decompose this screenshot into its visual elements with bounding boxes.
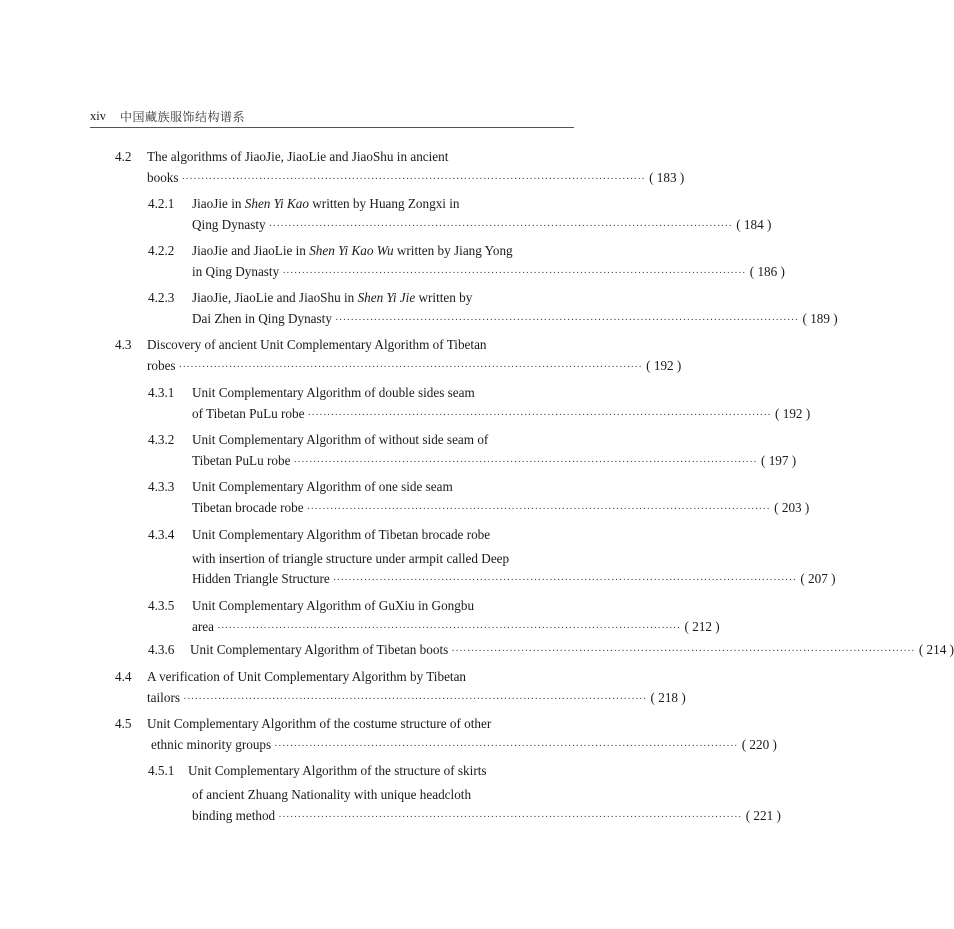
entry-page-number: ( 186 ) [749,264,785,279]
entry-page-number: ( 214 ) [918,642,954,657]
entry-page-number: ( 221 ) [745,808,781,823]
dot-leader: ························································································································ [332,574,797,586]
title-italic: Shen Yi Kao Wu [309,243,394,258]
title-text: JiaoJie, JiaoLie and JiaoShu in [192,290,358,305]
entry-number: 4.3.3 [148,479,175,494]
entry-leader-line [192,570,836,588]
entry-leader-line [151,736,777,754]
entry-leader-line [190,641,954,659]
entry-title-line1 [192,195,460,213]
entry-title-last-line: of Tibetan PuLu robe [192,406,305,421]
entry-page-number: ( 192 ) [775,406,811,421]
entry-number: 4.3 [115,337,132,352]
entry-page-number: ( 218 ) [650,690,686,705]
entry-title-last-line: books [147,170,179,185]
entry-title-line2: with insertion of triangle structure under armpit called Deep [192,551,510,566]
entry-leader-line [192,216,772,234]
dot-leader: ························································································································ [334,314,799,326]
dot-leader: ························································································································ [181,173,646,185]
entry-leader-line [192,618,720,636]
entry-leader-line [147,357,682,375]
entry-leader-line [192,807,781,825]
entry-leader-line [192,499,810,517]
entry-title-last-line: area [192,619,214,634]
entry-number: 4.5.1 [148,763,175,778]
dot-leader: ························································································································ [278,811,742,823]
entry-title-line1: Unit Complementary Algorithm of without side seam of [192,432,489,447]
dot-leader: ························································································································ [268,220,733,232]
title-text: written by Huang Zongxi in [308,196,460,211]
entry-page-number: ( 220 ) [741,737,777,752]
entry-page-number: ( 183 ) [649,170,685,185]
dot-leader: ························································································································ [293,456,757,468]
entry-leader-line [192,405,811,423]
dot-leader: ························································································································ [451,645,915,657]
entry-title-last-line: Tibetan brocade robe [192,500,304,515]
entry-title-line1 [192,242,513,260]
entry-page-number: ( 203 ) [774,500,810,515]
entry-page-number: ( 192 ) [646,358,682,373]
entry-title-line1: Unit Complementary Algorithm of Tibetan brocade robe [192,527,491,542]
entry-title-line1: A verification of Unit Complementary Algorithm by Tibetan [147,669,467,684]
entry-leader-line [147,169,685,187]
entry-page-number: ( 189 ) [802,311,838,326]
entry-title-last-line: binding method [192,808,276,823]
entry-page-number: ( 212 ) [684,619,720,634]
entry-title-last-line: tailors [147,690,180,705]
dot-leader: ························································································································ [307,409,772,421]
title-text: written by Jiang Yong [393,243,513,258]
entry-title-line1: Unit Complementary Algorithm of GuXiu in Gongbu [192,598,475,613]
entry-number: 4.3.1 [148,385,175,400]
entry-page-number: ( 207 ) [800,571,836,586]
entry-title-line1: Unit Complementary Algorithm of the structure of skirts [188,763,487,778]
entry-leader-line [192,263,785,281]
dot-leader: ························································································································ [216,622,681,634]
dot-leader: ························································································································ [182,693,647,705]
title-text: written by [415,290,473,305]
entry-page-number: ( 197 ) [761,453,797,468]
title-italic: Shen Yi Kao [244,196,309,211]
entry-title-line2: of ancient Zhuang Nationality with unique headcloth [192,787,472,802]
title-text: JiaoJie in [192,196,245,211]
dot-leader: ························································································································ [306,503,771,515]
entry-title-last-line: Hidden Triangle Structure [192,571,330,586]
entry-title-line1 [192,289,472,307]
entry-title-last-line: Tibetan PuLu robe [192,453,291,468]
entry-number: 4.2.2 [148,243,175,258]
title-text: JiaoJie and JiaoLie in [192,243,310,258]
dot-leader: ························································································································ [178,361,643,373]
entry-title-line1: Unit Complementary Algorithm of double sides seam [192,385,475,400]
dot-leader: ························································································································ [274,740,738,752]
entry-number: 4.3.4 [148,527,175,542]
entry-title-last-line: Qing Dynasty [192,217,266,232]
entry-title-last-line: ethnic minority groups [151,737,272,752]
entry-leader-line [147,689,686,707]
entry-number: 4.2 [115,149,132,164]
entry-title-line1: Unit Complementary Algorithm of the costume structure of other [147,716,492,731]
page-number: xiv [90,109,106,123]
entry-number: 4.2.3 [148,290,175,305]
entry-title-last-line: Unit Complementary Algorithm of Tibetan boots [190,642,449,657]
entry-title-line1: Discovery of ancient Unit Complementary Algorithm of Tibetan [147,337,487,352]
entry-number: 4.3.5 [148,598,175,613]
entry-number: 4.3.6 [148,642,175,657]
title-italic: Shen Yi Jie [357,290,416,305]
entry-title-line1: Unit Complementary Algorithm of one side seam [192,479,453,494]
entry-title-last-line: in Qing Dynasty [192,264,280,279]
book-title: 中国藏族服饰结构谱系 [120,110,246,124]
entry-leader-line [192,310,838,328]
running-header [90,107,574,128]
entry-number: 4.4 [115,669,132,684]
dot-leader: ························································································································ [282,267,746,279]
entry-page-number: ( 184 ) [736,217,772,232]
entry-title-last-line: Dai Zhen in Qing Dynasty [192,311,332,326]
entry-title-line1: The algorithms of JiaoJie, JiaoLie and JiaoShu in ancient [147,149,449,164]
entry-number: 4.5 [115,716,132,731]
entry-leader-line [192,452,797,470]
entry-number: 4.3.2 [148,432,175,447]
entry-title-last-line: robes [147,358,176,373]
entry-number: 4.2.1 [148,196,175,211]
